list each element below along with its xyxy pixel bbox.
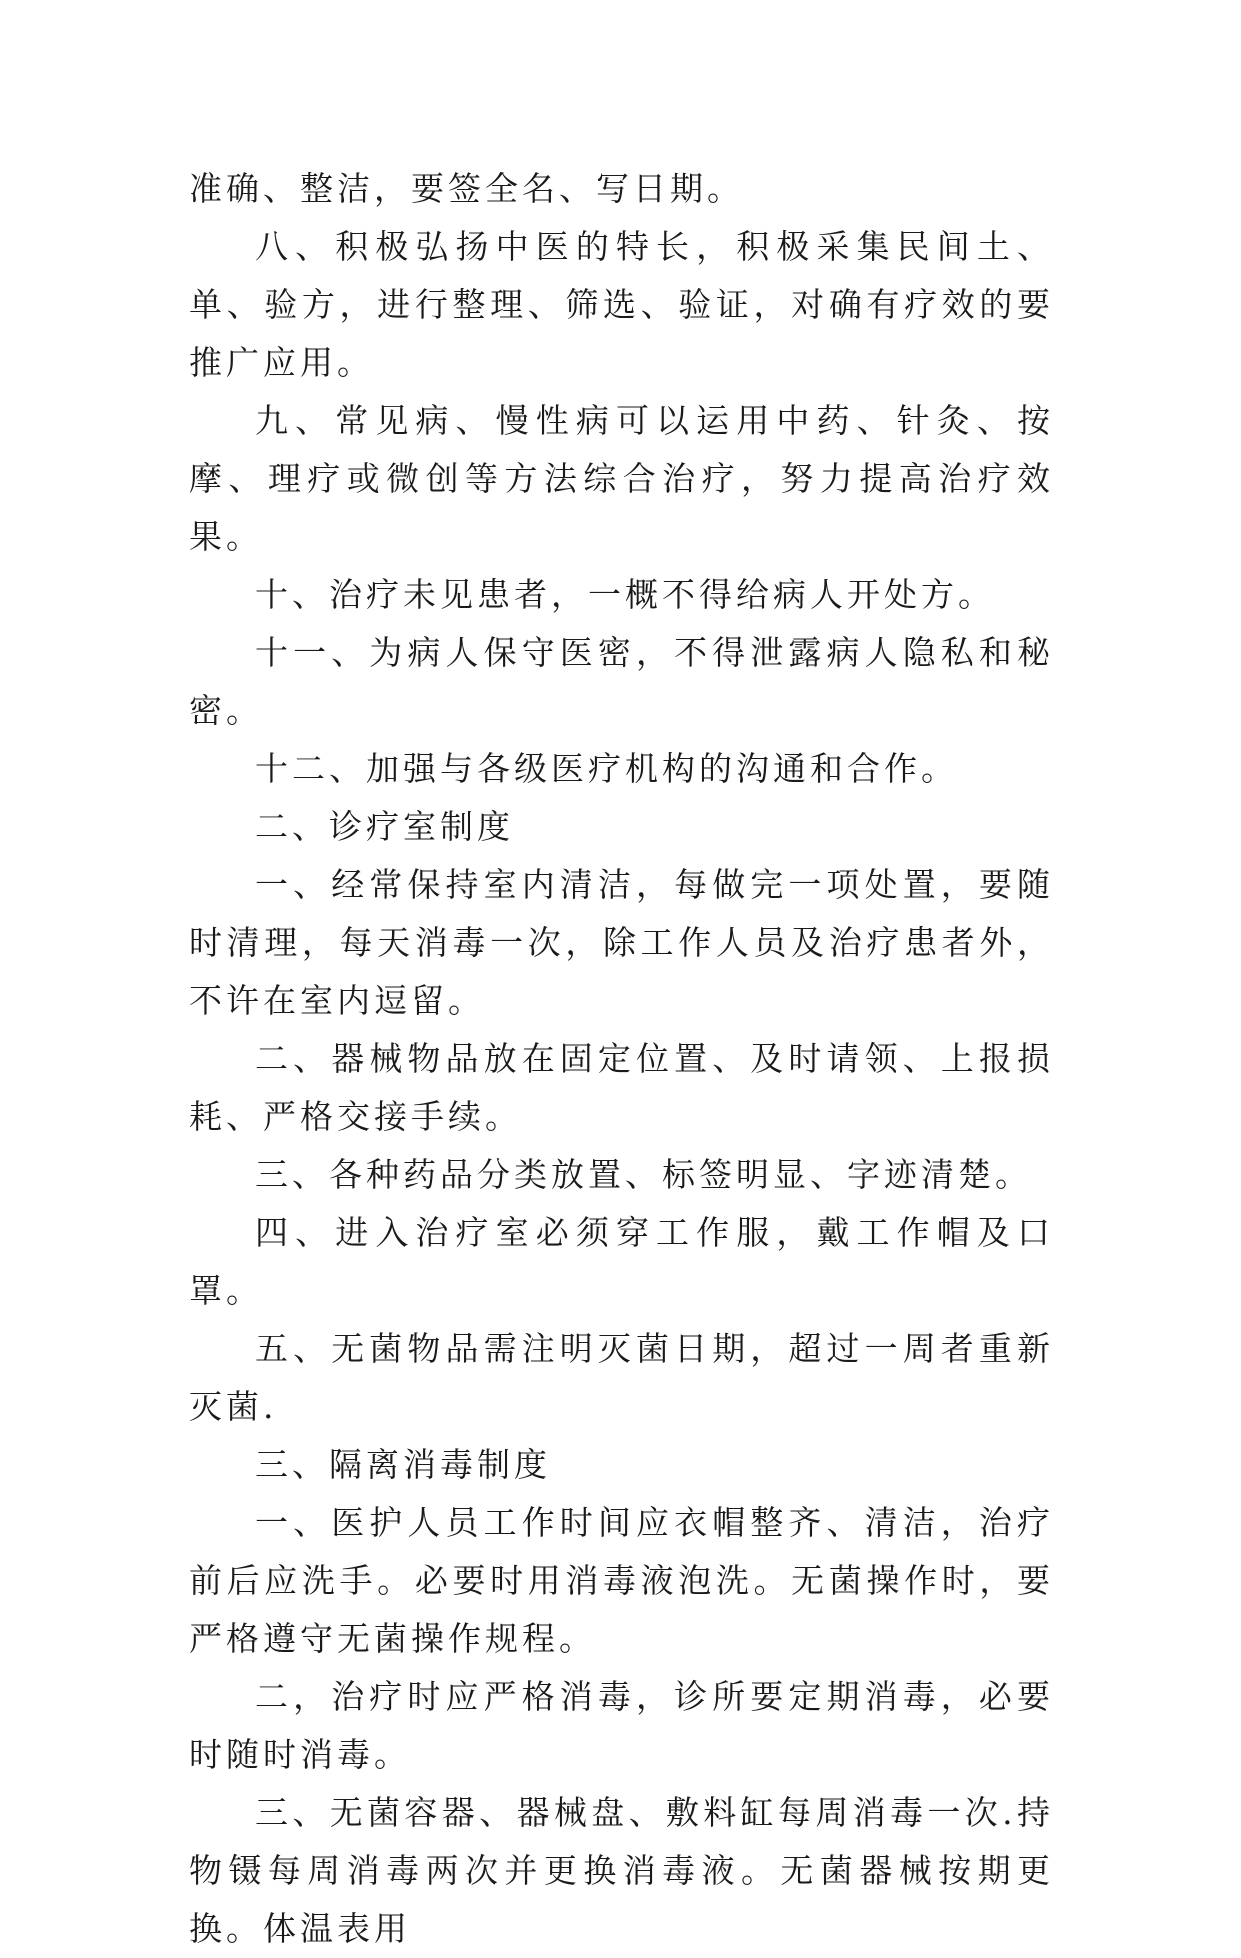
section-heading-treatment-room: 二、诊疗室制度 bbox=[255, 807, 514, 846]
paragraph-item-8: 八、积极弘扬中医的特长，积极采集民间土、单、验方，进行整理、筛选、验证，对确有疗效的要推广应用。 bbox=[189, 227, 1054, 382]
paragraph-isolation-1: 一、医护人员工作时间应衣帽整齐、清洁，治疗前后应洗手。必要时用消毒液泡洗。无菌操作时，要严格遵守无菌操作规程。 bbox=[189, 1503, 1054, 1658]
paragraph-continuation: 准确、整洁，要签全名、写日期。 bbox=[189, 169, 744, 208]
paragraph-treatment-1: 一、经常保持室内清洁，每做完一项处置，要随时清理，每天消毒一次，除工作人员及治疗患者外，不许在室内逗留。 bbox=[189, 865, 1054, 1020]
paragraph-treatment-5: 五、无菌物品需注明灭菌日期，超过一周者重新灭菌. bbox=[189, 1329, 1054, 1426]
paragraph-item-11: 十一、为病人保守医密，不得泄露病人隐私和秘密。 bbox=[189, 633, 1054, 730]
paragraph-item-12: 十二、加强与各级医疗机构的沟通和合作。 bbox=[255, 749, 958, 788]
paragraph-treatment-4: 四、进入治疗室必须穿工作服，戴工作帽及口罩。 bbox=[189, 1213, 1054, 1310]
paragraph-treatment-2: 二、器械物品放在固定位置、及时请领、上报损耗、严格交接手续。 bbox=[189, 1039, 1054, 1136]
paragraph-isolation-2: 二，治疗时应严格消毒，诊所要定期消毒，必要时随时消毒。 bbox=[189, 1677, 1054, 1774]
paragraph-item-10: 十、治疗未见患者，一概不得给病人开处方。 bbox=[255, 575, 995, 614]
section-heading-isolation: 三、隔离消毒制度 bbox=[255, 1445, 551, 1484]
paragraph-isolation-3: 三、无菌容器、器械盘、敷料缸每周消毒一次.持物镊每周消毒两次并更换消毒液。无菌器械按期更换。体温表用 bbox=[189, 1793, 1054, 1948]
paragraph-treatment-3: 三、各种药品分类放置、标签明显、字迹清楚。 bbox=[255, 1155, 1032, 1194]
paragraph-item-9: 九、常见病、慢性病可以运用中药、针灸、按摩、理疗或微创等方法综合治疗，努力提高治疗效果。 bbox=[189, 401, 1054, 556]
document-body bbox=[189, 160, 1054, 1958]
